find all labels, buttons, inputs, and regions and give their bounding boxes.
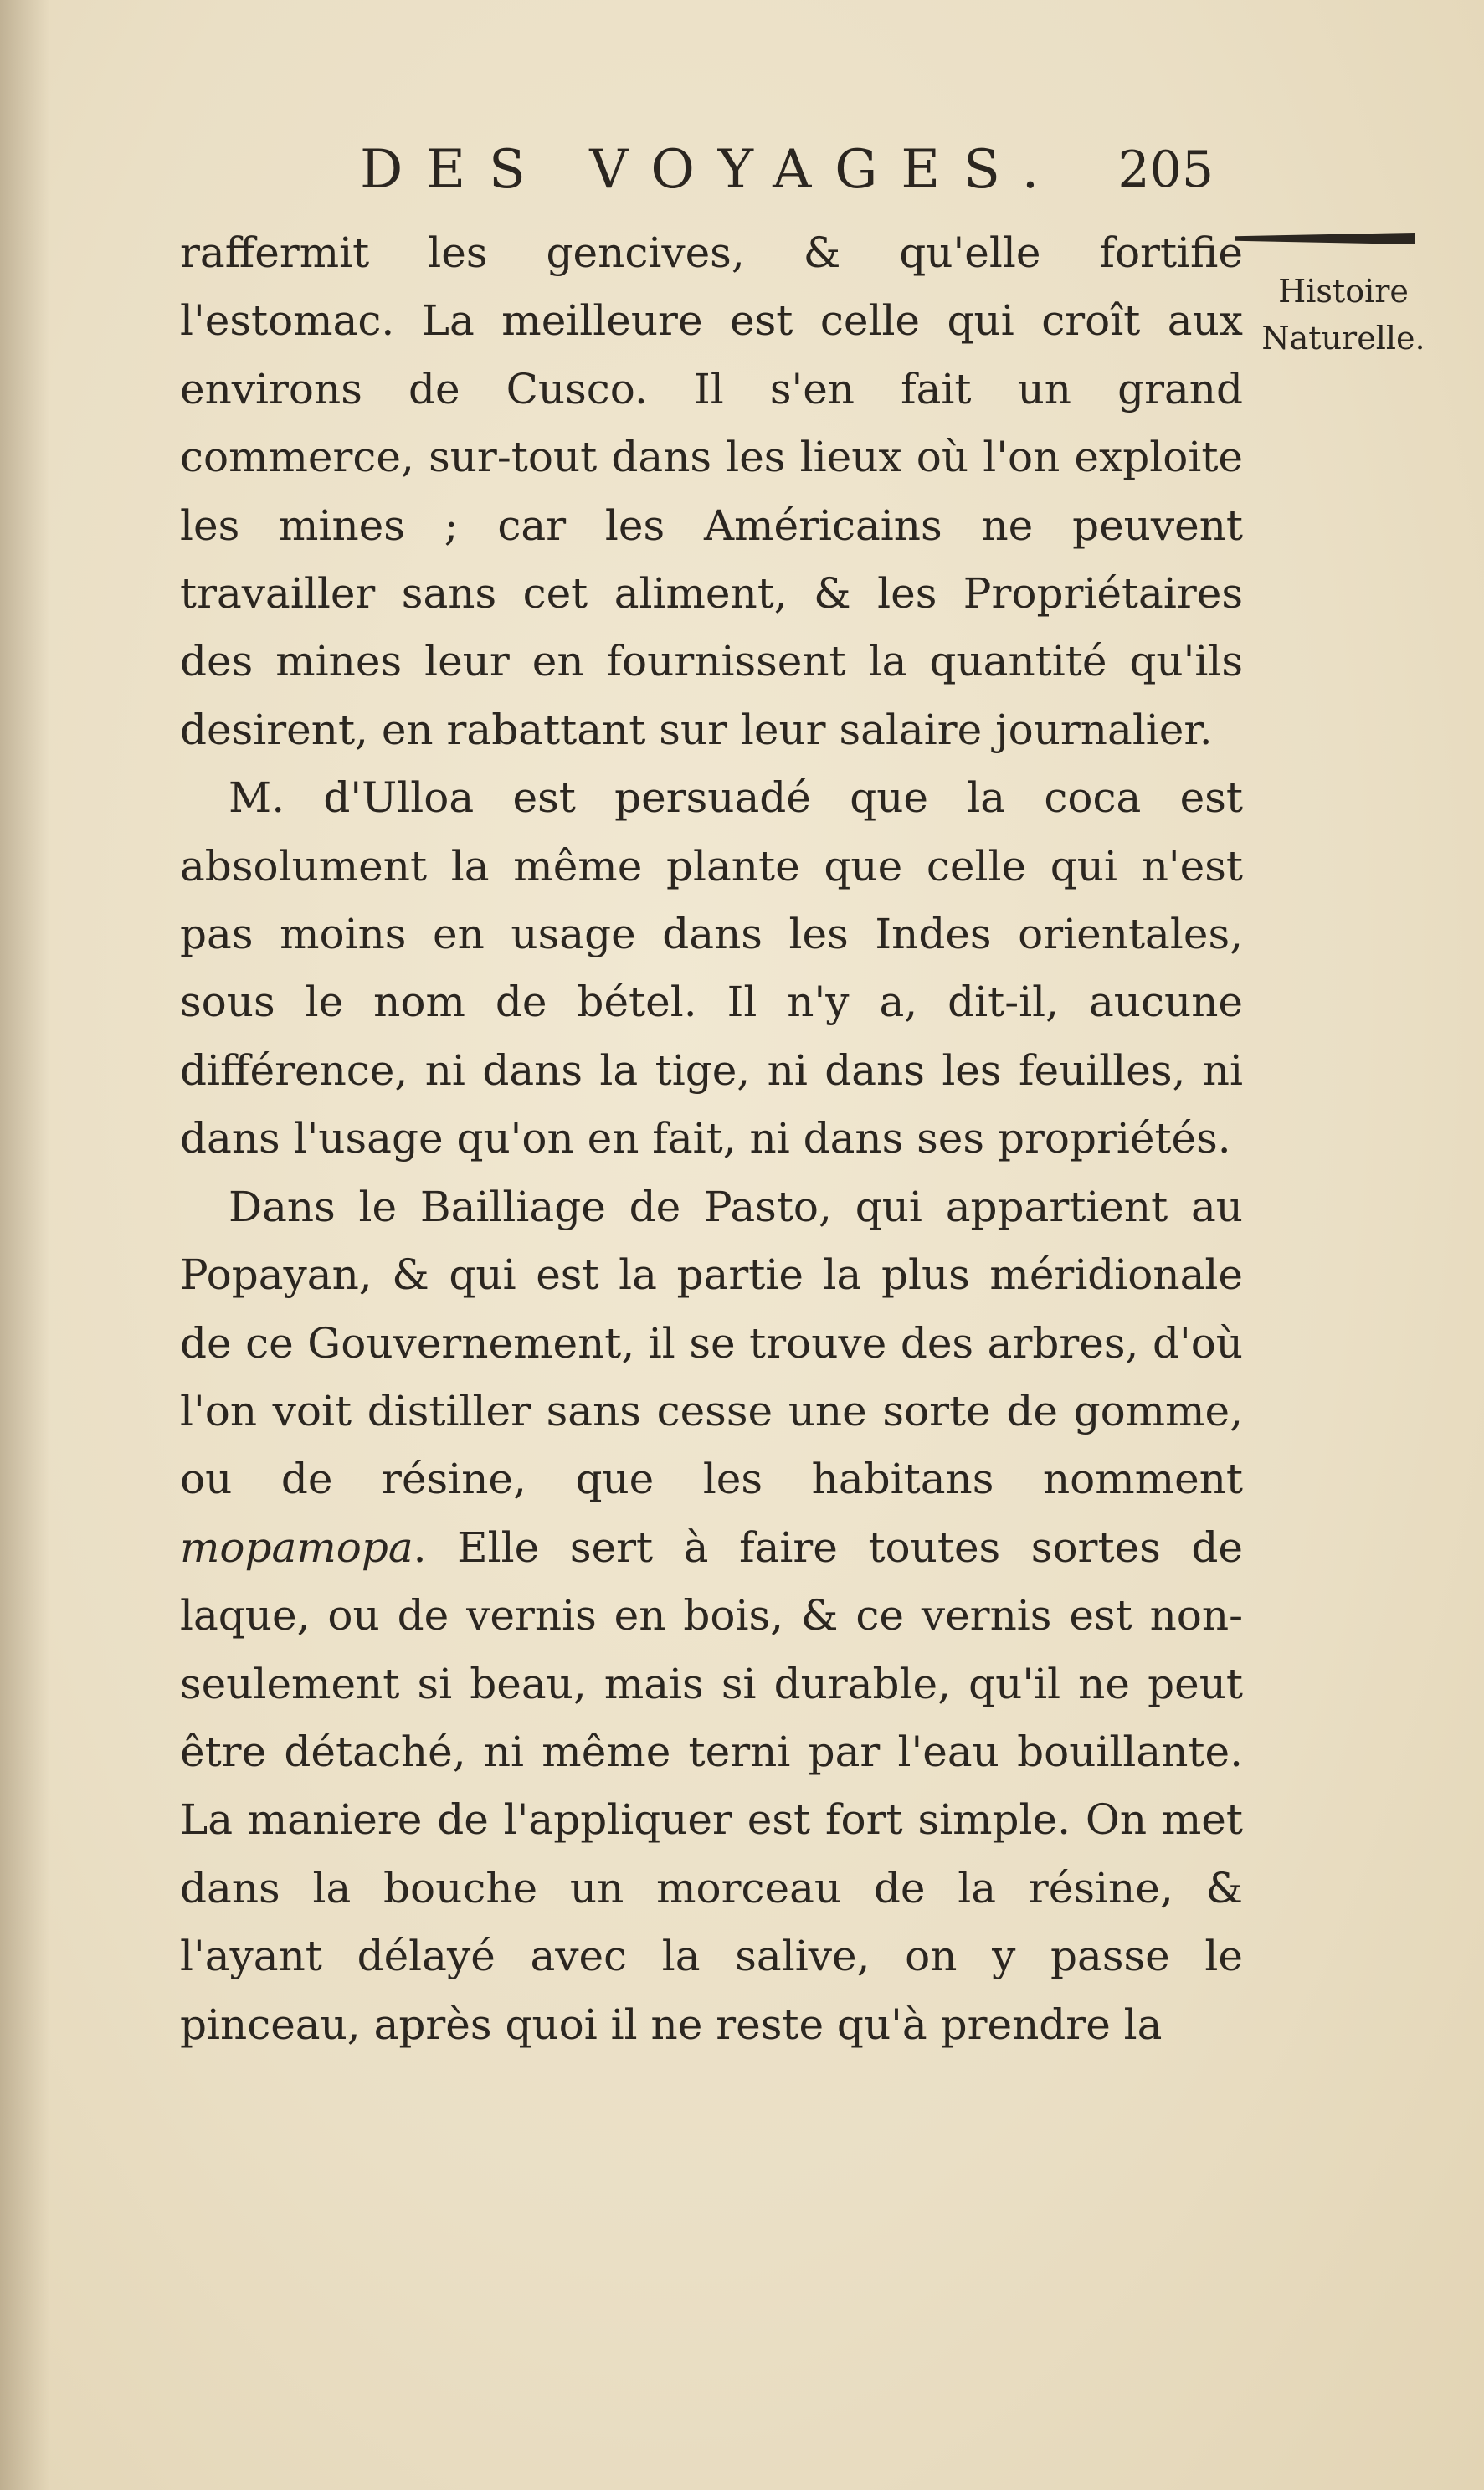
spine-shadow bbox=[0, 0, 50, 2490]
margin-note bbox=[1230, 268, 1456, 362]
margin-note-line-2: Naturelle. bbox=[1261, 320, 1425, 357]
page-number: 205 bbox=[1117, 141, 1214, 199]
paragraph-3-text-a: Dans le Bailliage de Pasto, qui appartient au Popayan, & qui est la partie la plus méridionale de ce Gouvernement, il se trouve des arbres, d'où l'on voit distiller sans cesse une sorte de gomme, ou de résine, que les habitans nomment bbox=[180, 1182, 1243, 1504]
page-header bbox=[360, 124, 1214, 216]
paragraph-3 bbox=[180, 1173, 1243, 2059]
paragraph-3-text-b: . Elle sert à faire toutes sortes de laque, ou de vernis en bois, & ce vernis est non-seulement si beau, mais si durable, qu'il ne peut être détaché, ni même terni par l'eau bouillante. La maniere de l'appliquer est fort simple. On met dans la bouche un morceau de la résine, & l'ayant délayé avec la salive, on y passe le pinceau, après quoi il ne reste qu'à prendre la bbox=[180, 1522, 1243, 2049]
margin-note-line-1: Histoire bbox=[1278, 273, 1409, 310]
italic-term: mopamopa bbox=[180, 1522, 413, 1572]
paragraph-1: raffermit les gencives, & qu'elle fortifie l'estomac. La meilleure est celle qui croît aux environs de Cusco. Il s'en fait un grand commerce, sur-tout dans les lieux où l'on exploite les mines ; car les Américains ne peuvent travailler sans cet aliment, & les Propriétaires des mines leur en fournissent la quantité qu'ils desirent, en rabattant sur leur salaire journalier. bbox=[180, 228, 1243, 754]
margin-rule bbox=[1235, 233, 1415, 244]
running-head: DES VOYAGES. bbox=[360, 139, 1063, 201]
body-text bbox=[180, 219, 1243, 2059]
paragraph-2: M. d'Ulloa est persuadé que la coca est absolument la même plante que celle qui n'est pas moins en usage dans les Indes orientales, sous le nom de bétel. Il n'y a, dit-il, aucune différence, ni dans la tige, ni dans les feuilles, ni dans l'usage qu'on en fait, ni dans ses propriétés. bbox=[180, 773, 1243, 1163]
